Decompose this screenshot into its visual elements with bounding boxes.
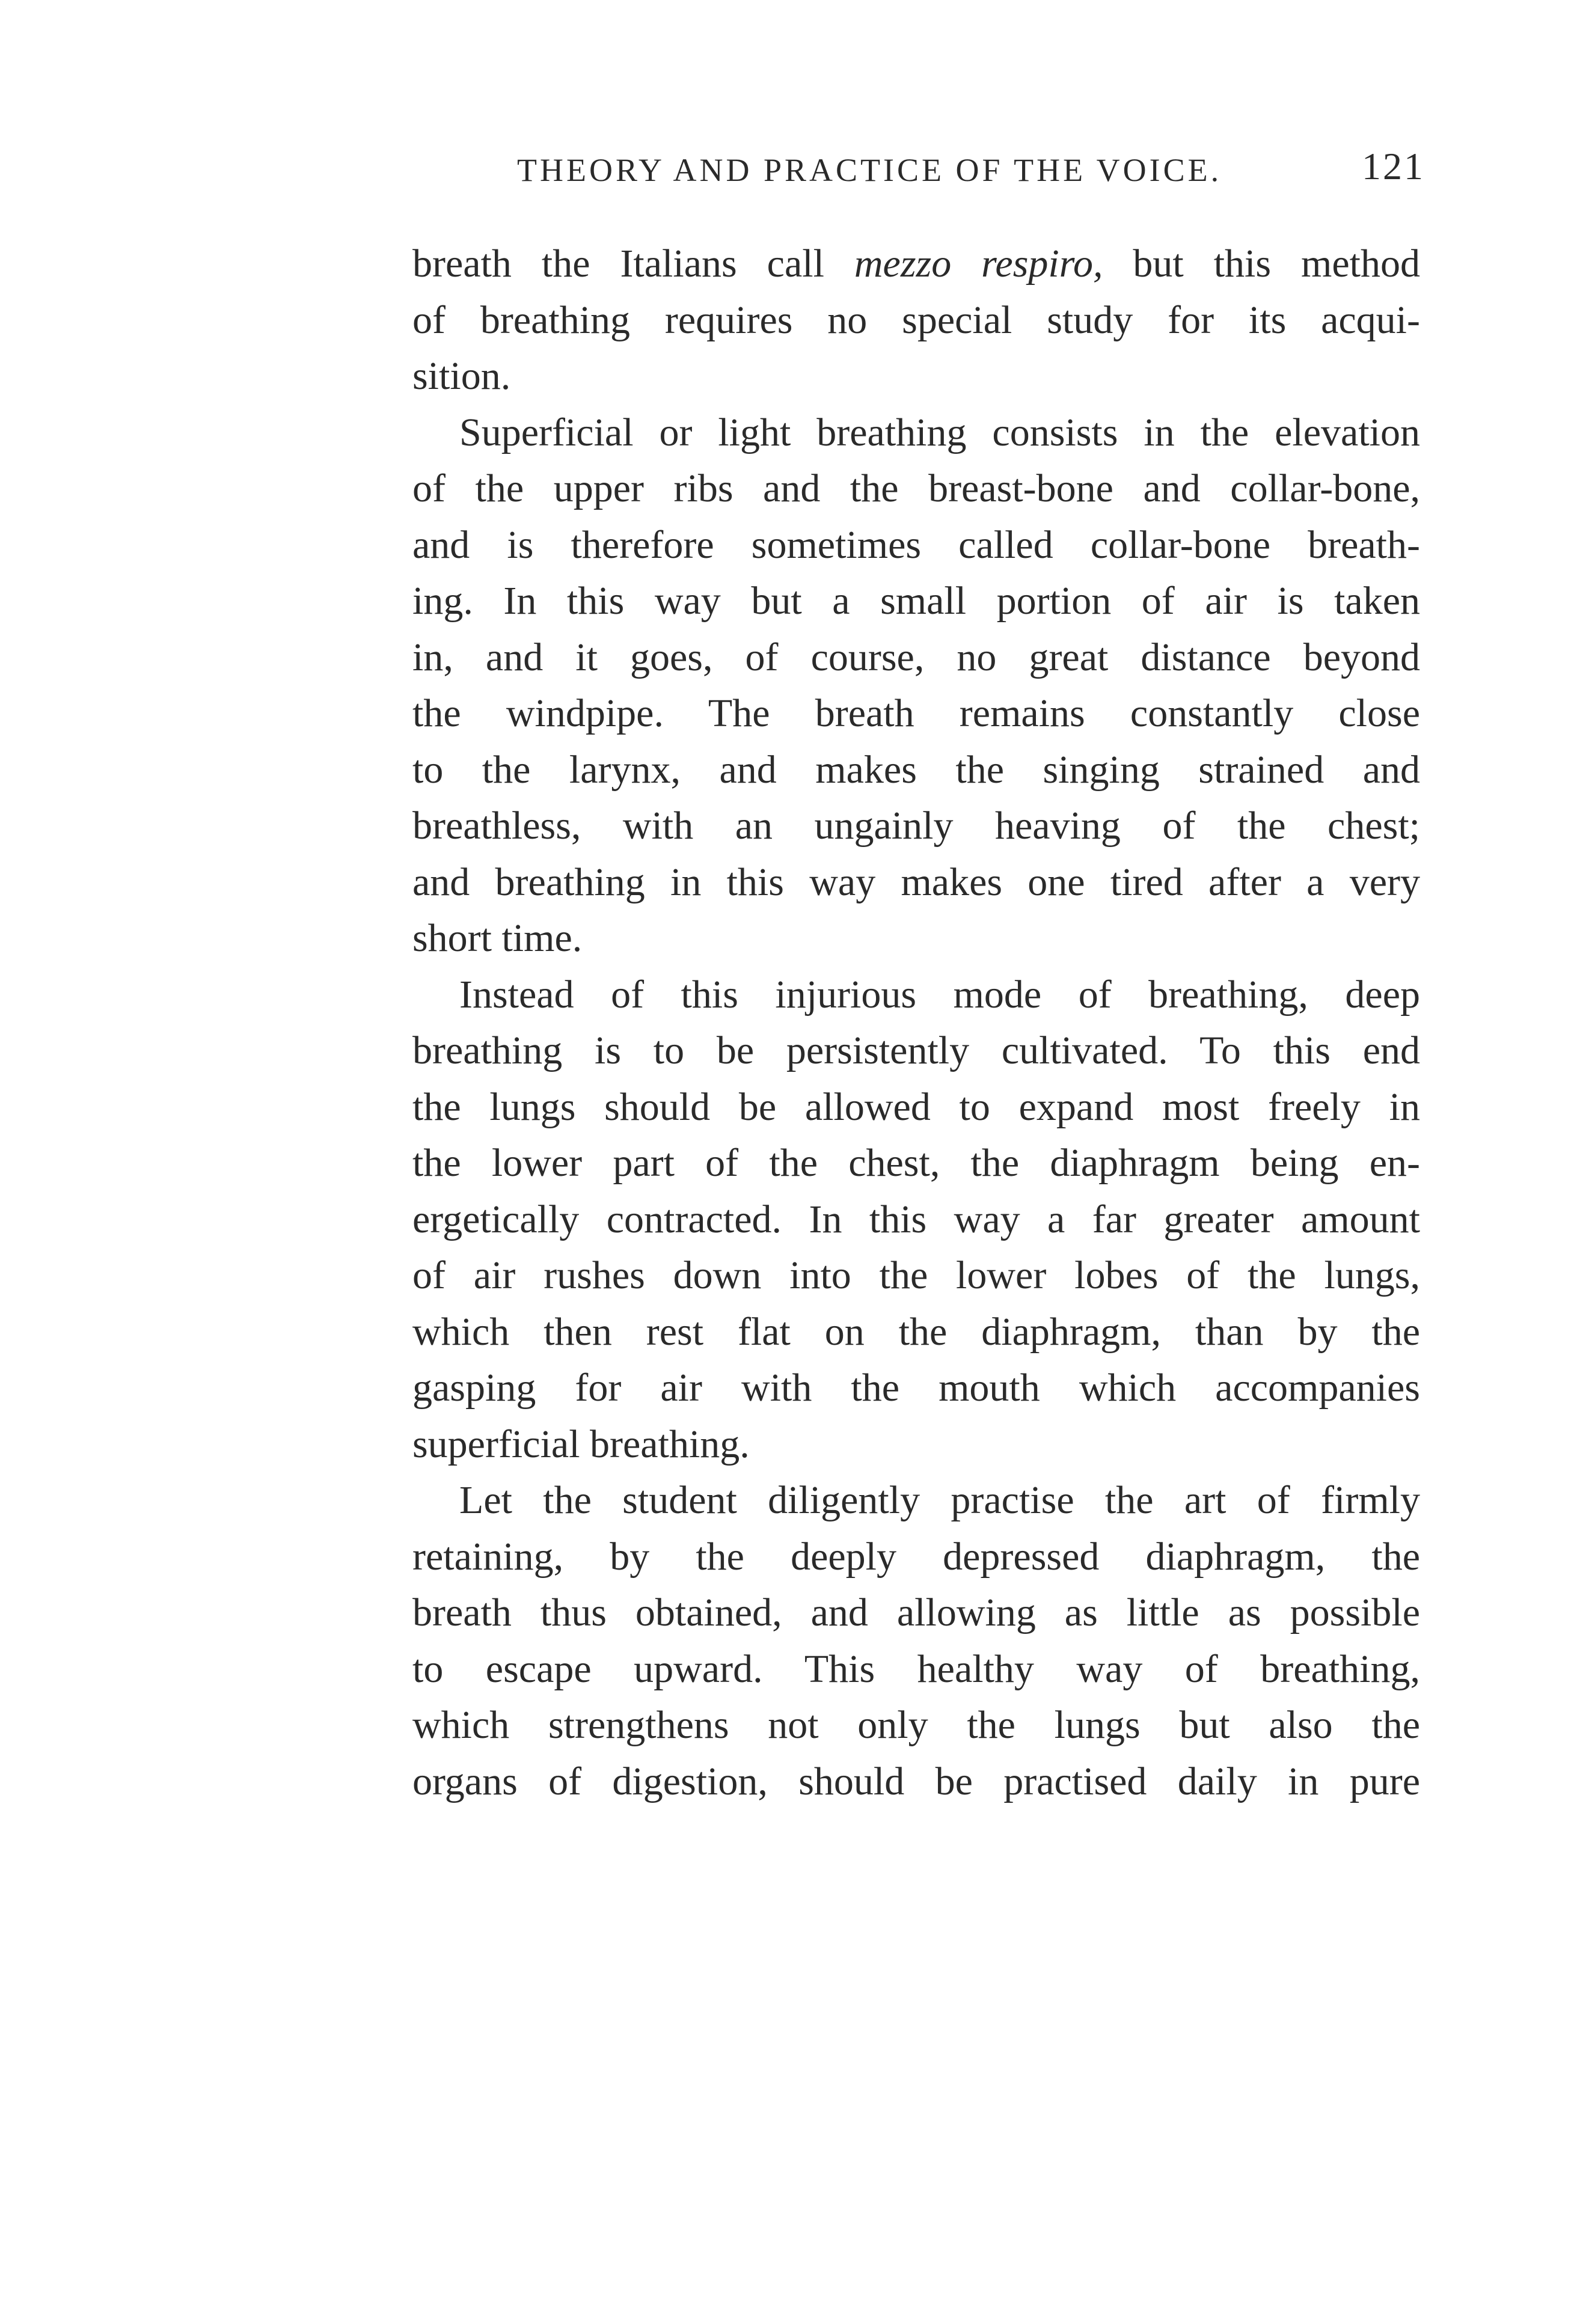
running-head <box>409 144 1425 192</box>
text-line: the windpipe. The breath remains constantly close <box>412 691 1420 735</box>
text-line: ing. In this way but a small portion of air is taken <box>412 579 1420 623</box>
text-line: which then rest flat on the diaphragm, than by the <box>412 1309 1420 1354</box>
paragraph <box>412 967 1420 1473</box>
body-text <box>412 236 1420 1809</box>
italic-phrase: mezzo respiro, <box>854 242 1103 286</box>
text-line: which strengthens not only the lungs but also the <box>412 1703 1420 1747</box>
text-line: of the upper ribs and the breast-bone and collar-bone, <box>412 466 1420 510</box>
text-line: to escape upward. This healthy way of breathing, <box>412 1647 1420 1691</box>
text-line: superficial breathing. <box>412 1422 750 1466</box>
text-line: and is therefore sometimes called collar-bone breath- <box>412 522 1420 567</box>
text-line: the lungs should be allowed to expand most freely in <box>412 1084 1420 1129</box>
text-line: gasping for air with the mouth which accompanies <box>412 1366 1420 1410</box>
paragraph <box>412 405 1420 967</box>
running-title: THEORY AND PRACTICE OF THE VOICE. <box>517 152 1222 188</box>
text-line: Let the student diligently practise the art of firmly <box>459 1478 1420 1522</box>
text-line: the lower part of the chest, the diaphragm being en- <box>412 1141 1420 1185</box>
page-number: 121 <box>1362 145 1425 188</box>
text-line: short time. <box>412 916 583 960</box>
text-line: breath thus obtained, and allowing as little as possible <box>412 1591 1420 1634</box>
text-line: of breathing requires no special study for its acqui- <box>412 298 1420 342</box>
text-line: of air rushes down into the lower lobes of the lungs, <box>412 1253 1420 1297</box>
paragraph <box>412 1472 1420 1809</box>
paragraph <box>412 236 1420 405</box>
text-line: breathless, with an ungainly heaving of the chest; <box>412 804 1420 848</box>
text-line: breathing is to be persistently cultivated. To this end <box>412 1029 1420 1072</box>
text-line: organs of digestion, should be practised daily in pure <box>412 1759 1420 1803</box>
text-line: retaining, by the deeply depressed diaphragm, the <box>412 1534 1420 1579</box>
text-line: ergetically contracted. In this way a far greater amount <box>412 1197 1420 1241</box>
text-line: to the larynx, and makes the singing strained and <box>412 747 1420 792</box>
text-line: sition. <box>412 354 511 398</box>
text-line: Instead of this injurious mode of breathing, deep <box>459 972 1420 1017</box>
text-line: in, and it goes, of course, no great distance beyond <box>412 635 1420 679</box>
text-line: Superficial or light breathing consists in the elevation <box>459 410 1420 454</box>
text-line: and breathing in this way makes one tired after a very <box>412 860 1420 904</box>
text-line: breath the Italians call mezzo respiro, but this method <box>412 242 1420 286</box>
